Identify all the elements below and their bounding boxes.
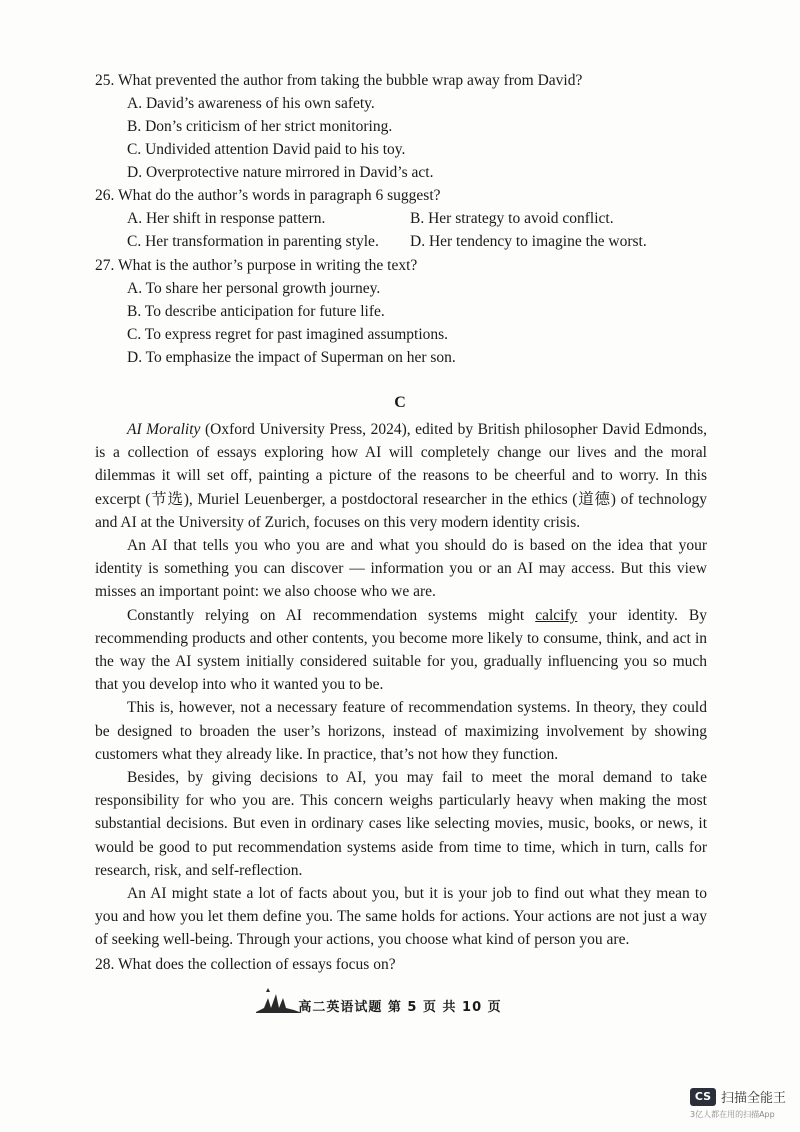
question-26-option-c: C. Her transformation in parenting style.: [127, 233, 379, 250]
passage-paragraph-6: An AI might state a lot of facts about you, but it is your job to find out what they mean to you and how you let them define you. The same holds for actions. Your actions are not just a way of seeking well-being. Through your actions, you choose what kind of person you are.: [95, 885, 707, 949]
camscanner-logo-icon: CS: [690, 1088, 716, 1106]
passage-paragraph-4: This is, however, not a necessary feature of recommendation systems. In theory, they could be designed to broaden the user’s horizons, instead of maximizing involvement by showing customers what they already like. In practice, that’s not how they function.: [95, 699, 707, 763]
question-27-option-b: B. To describe anticipation for future life.: [127, 303, 385, 320]
question-26-option-a: A. Her shift in response pattern.: [127, 210, 326, 227]
question-26-stem: 26. What do the author’s words in paragraph 6 suggest?: [95, 187, 441, 204]
page-footer: 高二英语试题 第 5 页 共 10 页: [298, 1000, 502, 1015]
scanner-tagline: 3亿人都在用的扫描App: [690, 1110, 775, 1119]
question-27-stem: 27. What is the author’s purpose in writing the text?: [95, 257, 418, 274]
question-25-option-d: D. Overprotective nature mirrored in David’s act.: [127, 164, 434, 181]
question-25-stem: 25. What prevented the author from taking the bubble wrap away from David?: [95, 72, 583, 89]
question-25-option-c: C. Undivided attention David paid to his toy.: [127, 141, 406, 158]
question-27-option-d: D. To emphasize the impact of Superman on her son.: [127, 349, 456, 366]
question-25-option-b: B. Don’s criticism of her strict monitoring.: [127, 118, 393, 135]
paragraph-3-text-after: your identity. By recommending products and other contents, you become more likely to consume, think, and act in the way the AI system initially considered suitable for you, gradually influencing you so much that you develop into who it wanted you to be.: [95, 606, 707, 694]
question-26-option-b: B. Her strategy to avoid conflict.: [410, 210, 614, 227]
passage-paragraph-3: [95, 604, 707, 697]
question-26-option-d: D. Her tendency to imagine the worst.: [410, 233, 647, 250]
book-title: AI Morality: [127, 421, 201, 438]
question-27-option-a: A. To share her personal growth journey.: [127, 280, 381, 297]
question-25-option-a: A. David’s awareness of his own safety.: [127, 95, 375, 112]
paragraph-1-text: (Oxford University Press, 2024), edited by British philosopher David Edmonds, is a collection of essays exploring how AI will completely change our lives and the moral dilemmas it will set off, painting a picture of the reasons to be cheerful and to worry. In this excerpt (节选), Muriel Leuenberger, a postdoctoral researcher in the ethics (道德) of technology and AI at the University of Zurich, focuses on this very modern identity crisis.: [95, 421, 707, 531]
paragraph-3-text-before: Constantly relying on AI recommendation systems might: [127, 606, 536, 624]
reading-passage: [95, 418, 707, 952]
section-heading: C: [394, 394, 406, 411]
passage-paragraph-1: [95, 418, 707, 534]
passage-paragraph-5: Besides, by giving decisions to AI, you may fail to meet the moral demand to take responsibility for who you are. This concern weighs particularly heavy when making the most substantial decisions. But even in ordinary cases like selecting movies, music, books, or news, it would be good to put recommendation systems aside from time to time, which in turn, calls for research, risk, and self-reflection.: [95, 769, 707, 879]
question-27-option-c: C. To express regret for past imagined assumptions.: [127, 326, 449, 343]
scanner-app-name: 扫描全能王: [721, 1091, 787, 1106]
passage-paragraph-2: An AI that tells you who you are and what you should do is based on the idea that your identity is something you can discover — information you or an AI may access. But this view misses an important point: we also choose who we are.: [95, 537, 707, 601]
question-28-stem: 28. What does the collection of essays focus on?: [95, 956, 396, 973]
underlined-word: calcify: [535, 606, 578, 624]
